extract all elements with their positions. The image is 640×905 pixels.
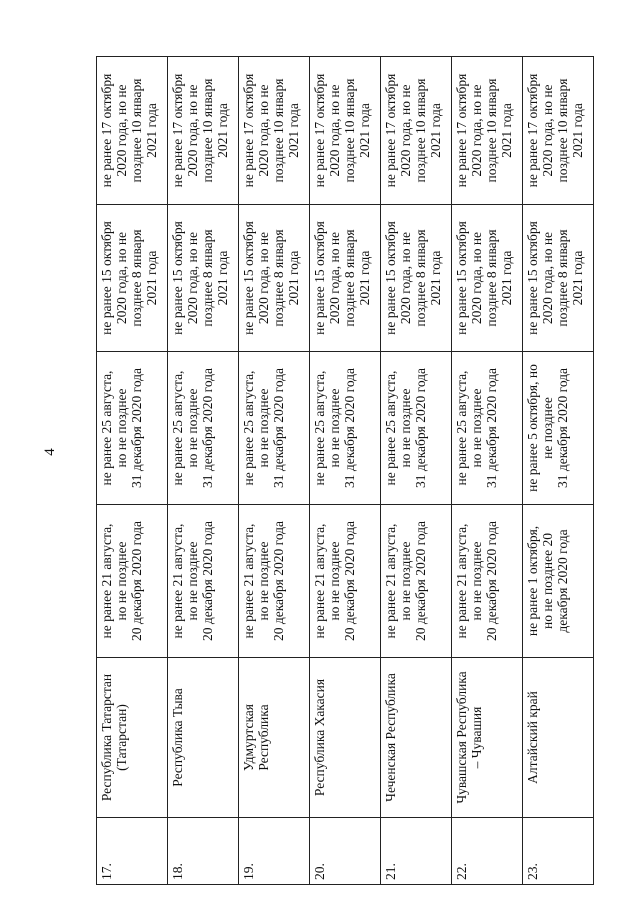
table-row <box>239 57 310 885</box>
period-col6: не ранее 17 октября 2020 года, но не позднее 10 января 2021 года <box>452 57 523 205</box>
page-number: 4 <box>42 448 58 456</box>
period-col3: не ранее 21 августа, но не позднее 20 декабря 2020 года <box>239 505 310 658</box>
region-name: Удмуртская Республика <box>239 658 310 818</box>
period-col5: не ранее 15 октября 2020 года, но не позднее 8 января 2021 года <box>523 205 594 352</box>
period-col5: не ранее 15 октября 2020 года, но не позднее 8 января 2021 года <box>97 205 168 352</box>
period-col4: не ранее 25 августа, но не позднее 31 декабря 2020 года <box>239 352 310 505</box>
period-col4: не ранее 25 августа, но не позднее 31 декабря 2020 года <box>381 352 452 505</box>
period-col6: не ранее 17 октября 2020 года, но не позднее 10 января 2021 года <box>523 57 594 205</box>
row-number: 23. <box>523 818 594 885</box>
region-name: Чеченская Республика <box>381 658 452 818</box>
schedule-table <box>96 56 594 885</box>
period-col3: не ранее 21 августа, но не позднее 20 декабря 2020 года <box>310 505 381 658</box>
table-row <box>168 57 239 885</box>
period-col6: не ранее 17 октября 2020 года, но не позднее 10 января 2021 года <box>97 57 168 205</box>
period-col3: не ранее 21 августа, но не позднее 20 декабря 2020 года <box>168 505 239 658</box>
period-col5: не ранее 15 октября 2020 года, но не позднее 8 января 2021 года <box>168 205 239 352</box>
region-name: Алтайский край <box>523 658 594 818</box>
row-number: 17. <box>97 818 168 885</box>
region-name: Республика Тыва <box>168 658 239 818</box>
period-col4: не ранее 25 августа, но не позднее 31 декабря 2020 года <box>452 352 523 505</box>
period-col4: не ранее 25 августа, но не позднее 31 декабря 2020 года <box>97 352 168 505</box>
period-col5: не ранее 15 октября 2020 года, но не позднее 8 января 2021 года <box>381 205 452 352</box>
period-col6: не ранее 17 октября 2020 года, но не позднее 10 января 2021 года <box>168 57 239 205</box>
row-number: 18. <box>168 818 239 885</box>
row-number: 20. <box>310 818 381 885</box>
region-name: Чувашская Республика – Чувашия <box>452 658 523 818</box>
period-col3: не ранее 21 августа, но не позднее 20 декабря 2020 года <box>452 505 523 658</box>
period-col4: не ранее 5 октября, но не позднее 31 декабря 2020 года <box>523 352 594 505</box>
period-col5: не ранее 15 октября 2020 года, но не позднее 8 января 2021 года <box>239 205 310 352</box>
table-row <box>97 57 168 885</box>
period-col6: не ранее 17 октября 2020 года, но не позднее 10 января 2021 года <box>310 57 381 205</box>
region-name: Республика Татарстан (Татарстан) <box>97 658 168 818</box>
period-col4: не ранее 25 августа, но не позднее 31 декабря 2020 года <box>310 352 381 505</box>
row-number: 19. <box>239 818 310 885</box>
period-col3: не ранее 1 октября, но не позднее 20 декабря 2020 года <box>523 505 594 658</box>
table-row <box>452 57 523 885</box>
period-col3: не ранее 21 августа, но не позднее 20 декабря 2020 года <box>381 505 452 658</box>
row-number: 21. <box>381 818 452 885</box>
period-col6: не ранее 17 октября 2020 года, но не позднее 10 января 2021 года <box>239 57 310 205</box>
table-row <box>523 57 594 885</box>
row-number: 22. <box>452 818 523 885</box>
period-col5: не ранее 15 октября 2020 года, но не позднее 8 января 2021 года <box>310 205 381 352</box>
rotated-table-container <box>96 57 594 885</box>
period-col4: не ранее 25 августа, но не позднее 31 декабря 2020 года <box>168 352 239 505</box>
period-col6: не ранее 17 октября 2020 года, но не позднее 10 января 2021 года <box>381 57 452 205</box>
period-col3: не ранее 21 августа, но не позднее 20 декабря 2020 года <box>97 505 168 658</box>
region-name: Республика Хакасия <box>310 658 381 818</box>
table-row <box>381 57 452 885</box>
table-row <box>310 57 381 885</box>
period-col5: не ранее 15 октября 2020 года, но не позднее 8 января 2021 года <box>452 205 523 352</box>
